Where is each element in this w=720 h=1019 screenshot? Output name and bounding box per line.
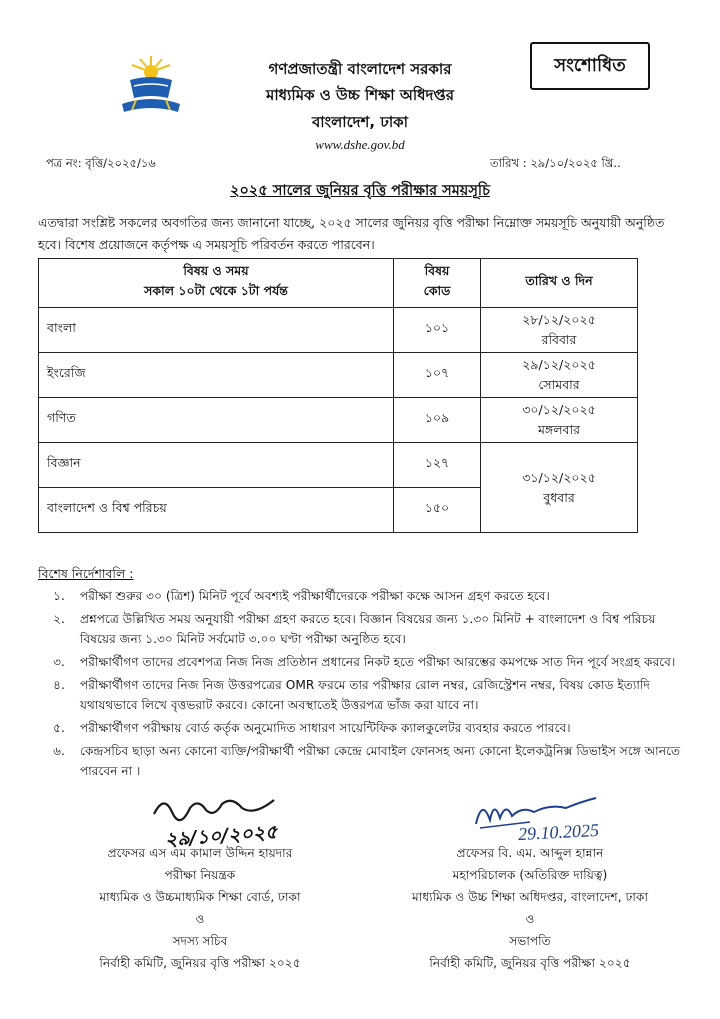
header-code-line1: বিষয় [424, 263, 450, 278]
signatory-title: পরীক্ষা নিয়ন্ত্রক [164, 868, 236, 882]
signatory-role: সদস্য সচিব [172, 934, 228, 948]
header-date: তারিখ ও দিন [481, 259, 638, 308]
schedule-table [38, 258, 638, 533]
subject-cell: বাংলা [39, 308, 394, 353]
list-item [38, 741, 688, 781]
list-item [38, 609, 688, 649]
right-signatory [360, 842, 700, 974]
header-code [394, 259, 481, 308]
code-cell: ১২৭ [394, 443, 481, 488]
intro-paragraph: এতদ্বারা সংশ্লিষ্ট সকলের অবগতির জন্য জানানো যাচ্ছে, ২০২৫ সালের জুনিয়র বৃত্তি পরীক্ষা নিম্নোক্ত সময়সূচি অনুযায়ী অনুষ্ঠিত হবে। বিশেষ প্রয়োজনে কর্তৃপক্ষ এ সময়সূচি পরিবর্তন করতে পারবেন। [38, 215, 665, 252]
exam-day: রবিবার [541, 332, 577, 347]
signatory-role: সভাপতি [509, 934, 551, 948]
right-signature-date: 29.10.2025 [517, 819, 600, 845]
govt-name: গণপ্রজাতন্ত্রী বাংলাদেশ সরকার [268, 60, 452, 78]
item-text: পরীক্ষার্থীগণ তাদের নিজ নিজ উত্তরপত্রের OMR ফরমে তার পরীক্ষার রোল নম্বর, রেজিস্ট্রেশন নম্বর, বিষয় কোড ইত্যাদি যথাযথভাবে লিখে বৃত্তভরাট করবে। কোনো অবস্থাতেই উত্তরপত্র ভাঁজ করা যাবে না। [80, 678, 650, 712]
table-row [39, 308, 638, 353]
code-cell: ১৫০ [394, 488, 481, 533]
item-text: প্রশ্নপত্রে উল্লিখিত সময় অনুযায়ী পরীক্ষা গ্রহণ করতে হবে। বিজ্ঞান বিষয়ের জন্য ১.৩০ মিনিট + বাংলাদেশ ও বিশ্ব পরিচয় বিষয়ের জন্য ১.৩০ মিনিট সর্বমোট ৩.০০ ঘণ্টা পরীক্ষা অনুষ্ঠিত হবে। [80, 612, 656, 646]
website: www.dshe.gov.bd [315, 137, 405, 152]
signatory-committee: নির্বাহী কমিটি, জুনিয়র বৃত্তি পরীক্ষা ২০২৫ [99, 956, 301, 970]
item-text: পরীক্ষার্থীগণ পরীক্ষায় বোর্ড কর্তৃক অনুমোদিত সাধারণ সায়েন্টিফিক ক্যালকুলেটর ব্যবহার করতে পারবে। [80, 721, 571, 735]
signatory-conj: ও [195, 912, 205, 926]
issue-date: তারিখ : ২৯/১০/২০২৫ খ্রি.. [490, 156, 621, 170]
page-title: ২০২৫ সালের জুনিয়র বৃত্তি পরীক্ষার সময়সূচি [230, 183, 490, 199]
table-row [39, 398, 638, 443]
subject-cell: বিজ্ঞান [39, 443, 394, 488]
table-header-row [39, 259, 638, 308]
item-number: ২. [53, 612, 65, 626]
emblem-icon [118, 52, 184, 118]
table-row [39, 353, 638, 398]
item-text: পরীক্ষার্থীগণ তাদের প্রবেশপত্র নিজ নিজ প্রতিষ্ঠান প্রধানের নিকট হতে পরীক্ষা আরম্ভের কমপক্ষে সাত দিন পূর্বে সংগ্রহ করবে। [80, 655, 676, 669]
code-cell: ১০৯ [394, 398, 481, 443]
exam-date: ৩১/১২/২০২৫ [522, 469, 596, 485]
exam-day: সোমবার [538, 377, 580, 392]
date-cell [481, 443, 638, 533]
item-text: পরীক্ষা শুরুর ৩০ (ত্রিশ) মিনিট পূর্বে অবশ্যই পরীক্ষার্থীদেরকে পরীক্ষা কক্ষে আসন গ্রহণ করতে হবে। [80, 589, 550, 603]
signatory-committee: নির্বাহী কমিটি, জুনিয়র বৃত্তি পরীক্ষা ২০২৫ [429, 956, 631, 970]
table-row [39, 443, 638, 488]
exam-day: মঙ্গলবার [537, 422, 580, 437]
list-item [38, 652, 688, 672]
item-text: কেন্দ্রসচিব ছাড়া অন্য কোনো ব্যক্তি/পরীক্ষার্থী পরীক্ষা কেন্দ্রে মোবাইল ফোনসহ অন্য কোনো ইলেকট্রনিক্স ডিভাইস সঙ্গে আনতে পারবেন না । [80, 744, 681, 778]
directorate-name: মাধ্যমিক ও উচ্চ শিক্ষা অধিদপ্তর [265, 86, 454, 104]
instructions-heading: বিশেষ নির্দেশাবলি : [38, 566, 134, 581]
signatory-name: প্রফেসর এস এম কামাল উদ্দিন হায়দার [107, 846, 293, 860]
left-signatory [40, 842, 360, 974]
list-item [38, 586, 688, 606]
header-code-line2: কোড [423, 283, 451, 298]
list-item [38, 718, 688, 738]
revised-stamp: সংশোধিত [530, 42, 650, 90]
item-number: ৫. [53, 721, 65, 735]
header-subject-line2: সকাল ১০টা থেকে ১টা পর্যন্ত [144, 283, 288, 298]
date-cell [481, 398, 638, 443]
signatory-name: প্রফেসর বি. এম. আব্দুল হান্নান [456, 846, 604, 860]
item-number: ১. [53, 589, 65, 603]
signatory-org: মাধ্যমিক ও উচ্চমাধ্যমিক শিক্ষা বোর্ড, ঢাকা [99, 890, 301, 904]
subject-cell: বাংলাদেশ ও বিশ্ব পরিচয় [39, 488, 394, 533]
dshe-logo [118, 52, 184, 118]
item-number: ৩. [53, 655, 65, 669]
left-signature-date: ২৯/১০/২০২৫ [164, 821, 279, 851]
location: বাংলাদেশ, ঢাকা [311, 113, 409, 131]
signatory-title: মহাপরিচালক (অতিরিক্ত দায়িত্ব) [452, 868, 608, 882]
subject-cell: গণিত [39, 398, 394, 443]
instructions-list [38, 586, 688, 784]
item-number: ৪. [53, 678, 65, 692]
code-cell: ১০৭ [394, 353, 481, 398]
item-number: ৬. [53, 744, 65, 758]
exam-date: ২৯/১২/২০২৫ [522, 357, 596, 372]
header-subject [39, 259, 394, 308]
date-cell [481, 353, 638, 398]
signatory-org: মাধ্যমিক ও উচ্চ শিক্ষা অধিদপ্তর, বাংলাদেশ, ঢাকা [412, 890, 648, 904]
code-cell: ১০১ [394, 308, 481, 353]
memo-number: পত্র নং: বৃত্তি/২০২৫/১৬ [46, 156, 156, 170]
signatory-conj: ও [525, 912, 535, 926]
header-subject-line1: বিষয় ও সময় [183, 263, 249, 278]
exam-day: বুধবার [543, 489, 575, 505]
list-item [38, 675, 688, 715]
subject-cell: ইংরেজি [39, 353, 394, 398]
exam-date: ৩০/১২/২০২৫ [522, 402, 596, 417]
date-cell [481, 308, 638, 353]
exam-date: ২৮/১২/২০২৫ [522, 312, 596, 327]
